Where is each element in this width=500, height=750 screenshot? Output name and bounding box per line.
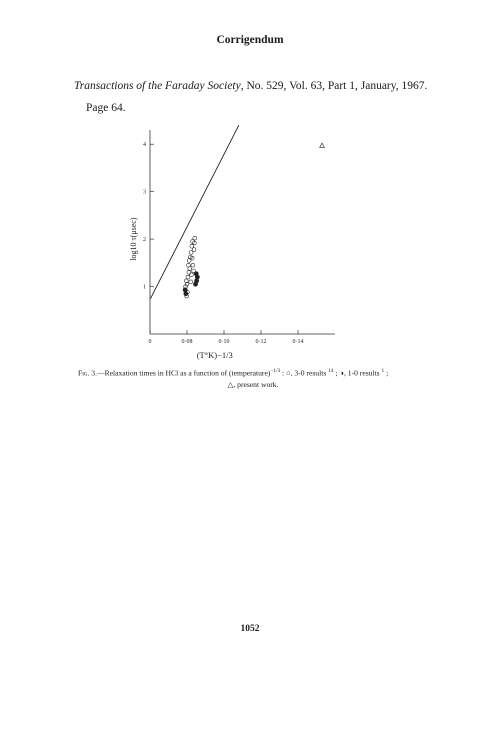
caption-text: : ○, 3-0 results — [280, 368, 329, 378]
plot-axes — [129, 130, 335, 360]
page-reference: Page 64. — [86, 102, 126, 114]
plot-marks — [151, 125, 325, 298]
open-circle-point — [190, 273, 194, 277]
x-tick-label: 0·14 — [292, 339, 304, 345]
relaxation-time-plot — [130, 118, 360, 368]
figure-label: Fig. 3. — [78, 368, 97, 378]
half-filled-circle-point — [183, 288, 187, 292]
caption-text: —Relaxation times in HCl as a function of (temperature) — [97, 368, 271, 378]
caption-ref: 1 — [381, 368, 385, 374]
open-circle-point — [189, 251, 193, 255]
x-tick-label: 0·12 — [255, 339, 267, 345]
half-filled-circle-point — [195, 279, 199, 283]
open-circle-point — [189, 280, 193, 284]
page-heading: Corrigendum — [216, 34, 284, 46]
page-number: 1052 — [240, 624, 260, 634]
caption-ref: 14 — [328, 368, 334, 374]
caption-exponent: −1/3 — [270, 368, 281, 374]
half-filled-circle-point — [184, 292, 188, 296]
citation-details: , No. 529, Vol. 63, Part 1, January, 1967. — [240, 80, 428, 92]
open-circle-point — [191, 263, 195, 267]
caption-text: ; — [384, 368, 389, 378]
x-tick-label: 0·08 — [181, 339, 193, 345]
open-circle-point — [187, 263, 191, 267]
y-tick-label: 3 — [143, 189, 146, 196]
open-circle-point — [186, 275, 190, 279]
half-filled-circle-point — [194, 272, 198, 276]
y-tick-label: 4 — [143, 142, 146, 149]
x-tick-label: 0·10 — [218, 339, 230, 345]
y-tick-label: 2 — [143, 237, 146, 244]
triangle-point — [320, 143, 325, 147]
x-axis-label: (T°K)−1/3 — [196, 350, 233, 360]
citation — [74, 80, 427, 92]
figure-caption — [78, 366, 428, 390]
open-circle-point — [193, 236, 197, 240]
y-axis-label: log10 τ(μsec) — [129, 217, 138, 261]
open-circle-point — [192, 248, 196, 252]
caption-text: ; ◑, 1-0 results — [333, 368, 382, 378]
journal-name: Transactions of the Faraday Society — [74, 80, 241, 92]
caption-line-2: △, present work. — [227, 379, 279, 389]
x-tick-label: 0 — [148, 339, 152, 345]
y-tick-label: 1 — [143, 284, 146, 291]
